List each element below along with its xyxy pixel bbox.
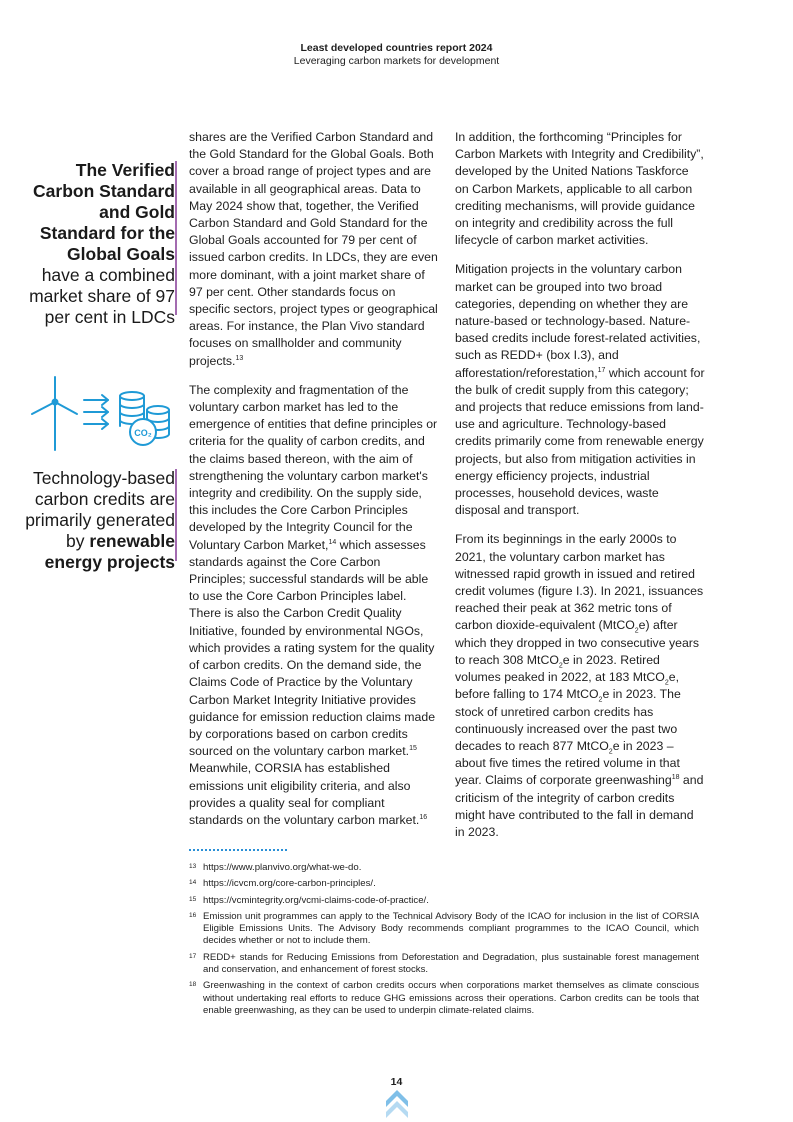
pull-quote-bold: renewable energy projects [44,531,175,572]
footnote: 15 https://vcmintegrity.org/vcmi-claims-code-of-practice/. [189,895,699,907]
footnote-link[interactable]: https://www.planvivo.org/what-we-do. [203,862,362,873]
pull-quote-text: Technology-based carbon credits are primarily generated by [25,468,175,551]
body-column-left [189,129,439,841]
footnote: 17 REDD+ stands for Reducing Emissions from Deforestation and Degradation, plus sustainable forest management and conservation, and enhancement of forest stocks. [189,951,699,976]
pull-quote-accent-bar [175,161,177,315]
report-subtitle: Leveraging carbon markets for development [293,55,500,67]
co2-label: CO₂ [134,428,152,438]
footnote-ref[interactable]: 17 [597,366,606,374]
page-number: 14 [390,1076,403,1088]
wind-to-carbon-credits-icon [22,374,178,454]
pull-quote-accent-bar [175,469,177,561]
paragraph: Mitigation projects in the voluntary carbon market can be grouped into two broad categories, depending on whether they are nature-based or technology-based. Nature-based credits include forest-related activities, such as REDD+ (box I.3), and afforestation/reforestation,$^{17}$ which account for the bulk of credit supply from this category; and projects that reduce emissions from land-use and agriculture. Technology-based credits primarily come from renewable energy projects, but also from mitigation activities in energy efficiency projects, industrial processes, household devices, waste disposal and transport. [455,262,705,518]
footnote-ref[interactable]: 18 [671,774,680,782]
footnote-ref[interactable]: 15 [409,745,417,753]
paragraph: shares are the Verified Carbon Standard and the Gold Standard for the Global Goals. Both cover a broad range of project types and are available in all geographical areas. Data to May 2024 show that, together, the Verified Carbon Standard and Gold Standard for the Global Goals accounted for 79 per cent of issued carbon credits. In LDCs, they are even more dominant, with a joint market share of 97 per cent. Other standards focus on specific sectors, project types or geographical areas. For instance, the Plan Vivo standard focuses on smallholder and community projects.$^{13}$ [189,130,438,368]
pull-quote-market-share [25,160,175,328]
footnote: 18 Greenwashing in the context of carbon credits occurs when corporations market themselves as climate conscious without undertaking real efforts to reduce GHG emissions across their operations. Carbon credits can be tools that enable greenwashing, as they can be used to underpin climate-related claims. [189,980,699,1016]
scroll-up-chevron-icon[interactable] [386,1090,408,1122]
body-column-right [455,129,705,853]
footnote-separator [189,849,287,851]
report-title: Least developed countries report 2024 [300,42,493,54]
footnote-link[interactable]: https://icvcm.org/core-carbon-principles/. [203,878,376,890]
footnotes [189,862,699,1021]
footnote: 16 Emission unit programmes can apply to the Technical Advisory Body of the ICAO for inclusion in the list of CORSIA Eligible Emissions Units. The Advisory Body recommends compliant programmes to the ICAO Council, which decides whether or not to include them. [189,910,699,947]
footnote-link[interactable]: https://vcmintegrity.org/vcmi-claims-code-of-practice/. [203,894,429,906]
footnote-ref[interactable]: 14 [328,538,337,546]
footnote-ref[interactable]: 13 [235,354,244,362]
pull-quote-text: have a combined market share of 97 per cent in LDCs [29,265,175,327]
page-header [0,42,793,68]
paragraph: In addition, the forthcoming “Principles for Carbon Markets with Integrity and Credibility”, developed by the United Nations Taskforce on Carbon Markets, applicable to all carbon crediting mechanisms, will provide guidance on integrity and credibility across the full lifecycle of carbon market activities. [455,130,704,248]
footnote: 14 https://icvcm.org/core-carbon-principles/. [189,878,699,890]
paragraph: From its beginnings in the early 2000s to 2021, the voluntary carbon market has witnessed rapid growth in issued and retired credit volumes (figure I.3). In 2021, issuances reached their peak at 362 metric tons of carbon dioxide-equivalent (MtCO$_2$e) after which they dropped in two consecutive years to reach 308 MtCO$_2$e in 2023. Retired volumes peaked in 2022, at 183 MtCO$_2$e, before falling to 174 MtCO$_2$e in 2023. The stock of unretired carbon credits has continuously increased over the past two decades to reach 877 MtCO$_2$e in 2023 – about five times the retired volume in that year. Claims of corporate greenwashing$^{18}$ and criticism of the integrity of carbon credits might have contributed to the fall in demand in 2023. [455,532,704,839]
paragraph: The complexity and fragmentation of the voluntary carbon market has led to the emergence of entities that define principles or criteria for the quality of carbon credits, and the claims based thereon, with the aim of strengthening the voluntary carbon market's integrity and credibility. On the supply side, this includes the Core Carbon Principles developed by the Integrity Council for the Voluntary Carbon Market,$^{14}$ which assesses standards against the Core Carbon Principles; successful standards will be able to use the Core Carbon Principles label. There is also the Carbon Credit Quality Initiative, founded by environmental NGOs, which provides a rating system for the quality of carbon credits. On the demand side, the Claims Code of Practice by the Voluntary Carbon Market Integrity Initiative provides guidance for emission reduction claims made by corporations based on carbon credits sourced on the voluntary carbon market.$^{15}$ Meanwhile, CORSIA has established emissions unit eligibility criteria, and also provides a quality seal for compliant standards on the voluntary carbon market.$^{16}$ [189,382,438,827]
footnote: 13 https://www.planvivo.org/what-we-do. [189,862,699,874]
pull-quote-technology [25,468,175,573]
pull-quote-bold: The Verified Carbon Standard and Gold Standard for the Global Goals [33,160,175,264]
footnote-ref[interactable]: 16 [419,813,428,821]
